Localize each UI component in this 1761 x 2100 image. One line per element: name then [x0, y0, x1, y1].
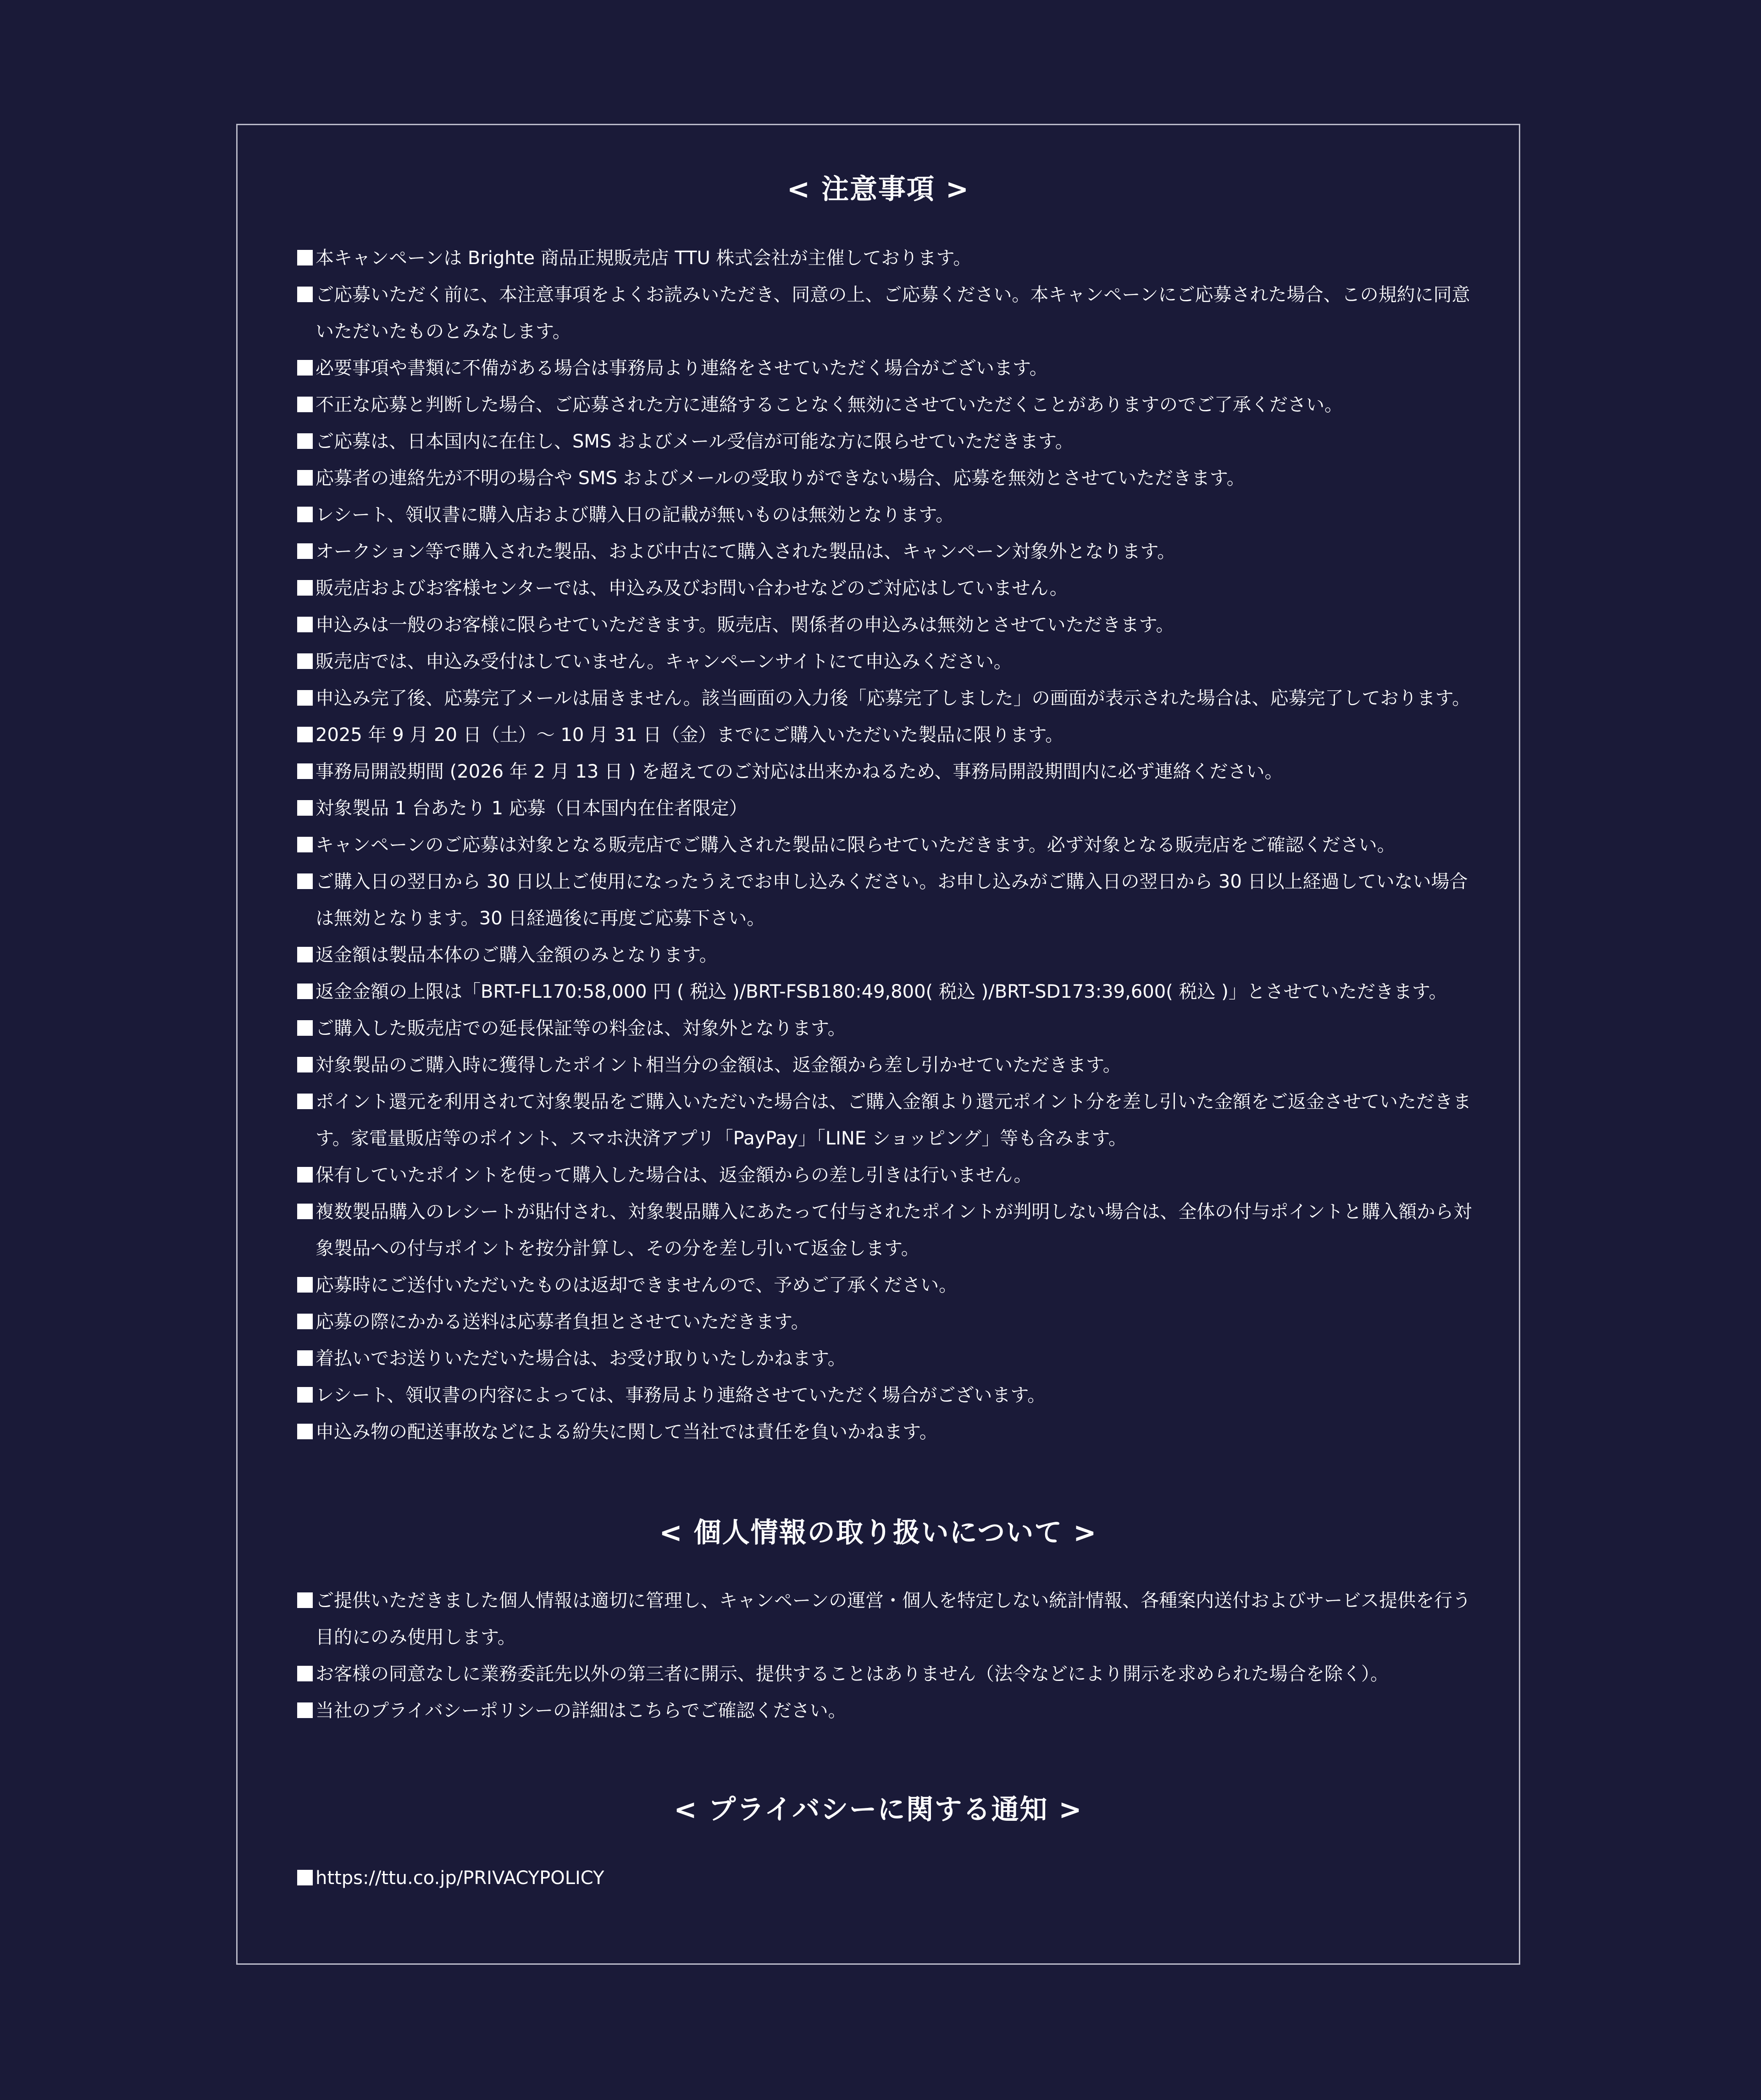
- privacy-notice-list: [297, 1860, 1480, 1896]
- square-bullet-icon: [297, 250, 313, 265]
- list-item-text: 対象製品のご購入時に獲得したポイント相当分の金額は、返金額から差し引かせていただきます。: [316, 1055, 1121, 1076]
- list-item: [297, 643, 1480, 680]
- list-item: [297, 1267, 1480, 1304]
- list-item: [297, 753, 1480, 790]
- list-item: [297, 423, 1480, 460]
- list-item: [297, 1340, 1480, 1377]
- section-title-notes: < 注意事項 >: [786, 173, 970, 205]
- list-item-text: 対象製品 1 台あたり 1 応募（日本国内在住者限定）: [316, 798, 748, 819]
- square-bullet-icon: [297, 360, 313, 376]
- list-item: [297, 240, 1480, 276]
- list-item-text: オークション等で購入された製品、および中古にて購入された製品は、キャンペーン対象外となります。: [316, 541, 1176, 562]
- square-bullet-icon: [297, 433, 313, 449]
- list-item-text: 当社のプライバシーポリシーの詳細はこちらでご確認ください。: [316, 1700, 847, 1721]
- list-item: [297, 497, 1480, 533]
- square-bullet-icon: [297, 507, 313, 522]
- list-item-text: レシート、領収書の内容によっては、事務局より連絡させていただく場合がございます。: [316, 1385, 1046, 1406]
- list-item-text: ご購入日の翌日から 30 日以上ご使用になったうえでお申し込みください。お申し込みがご購入日の翌日から 30 日以上経過していない場合は無効となります。30 日経過後に再度ご応募下さい。: [316, 871, 1468, 929]
- list-item-text: 応募時にご送付いただいたものは返却できませんので、予めご了承ください。: [316, 1275, 958, 1296]
- list-item: [297, 1157, 1480, 1194]
- square-bullet-icon: [297, 1387, 313, 1403]
- square-bullet-icon: [297, 1666, 313, 1681]
- list-item-text: 保有していたポイントを使って購入した場合は、返金額からの差し引きは行いません。: [316, 1165, 1032, 1186]
- list-item: [297, 680, 1480, 717]
- square-bullet-icon: [297, 837, 313, 852]
- square-bullet-icon: [297, 763, 313, 779]
- square-bullet-icon: [297, 1277, 313, 1293]
- list-item-text: 2025 年 9 月 20 日（土）〜 10 月 31 日（金）までにご購入いただいた製品に限ります。: [316, 724, 1064, 746]
- square-bullet-icon: [297, 727, 313, 742]
- list-item: [297, 1083, 1480, 1157]
- list-item: [297, 350, 1480, 387]
- square-bullet-icon: [297, 543, 313, 559]
- list-item: [297, 533, 1480, 570]
- list-item-text: 販売店およびお客様センターでは、申込み及びお問い合わせなどのご対応はしていません。: [316, 578, 1068, 599]
- list-item: [297, 937, 1480, 973]
- square-bullet-icon: [297, 800, 313, 816]
- square-bullet-icon: [297, 470, 313, 486]
- list-item: [297, 460, 1480, 497]
- list-item-text: ご応募いただく前に、本注意事項をよくお読みいただき、同意の上、ご応募ください。本キャンペーンにご応募された場合、この規約に同意いただいたものとみなします。: [316, 284, 1470, 342]
- square-bullet-icon: [297, 1167, 313, 1183]
- list-item: [297, 827, 1480, 863]
- list-item: [297, 387, 1480, 423]
- square-bullet-icon: [297, 617, 313, 632]
- list-item: [297, 1656, 1480, 1692]
- list-item: [297, 607, 1480, 643]
- list-item-text: ご応募は、日本国内に在住し、SMS およびメール受信が可能な方に限らせていただきます。: [316, 431, 1074, 452]
- square-bullet-icon: [297, 947, 313, 962]
- list-item-text: 応募者の連絡先が不明の場合や SMS およびメールの受取りができない場合、応募を無効とさせていただきます。: [316, 468, 1245, 489]
- list-item-text: 必要事項や書類に不備がある場合は事務局より連絡をさせていただく場合がございます。: [316, 358, 1048, 379]
- notes-list: [297, 240, 1480, 1450]
- list-item-text: 返金金額の上限は「BRT-FL170:58,000 円 ( 税込 )/BRT-FSB180:49,800( 税込 )/BRT-SD173:39,600( 税込 )」とさせていただきます。: [316, 981, 1447, 1002]
- list-item: [297, 570, 1480, 607]
- list-item-text: 事務局開設期間 (2026 年 2 月 13 日 ) を超えてのご対応は出来かねるため、事務局開設期間内に必ず連絡ください。: [316, 761, 1283, 782]
- section-title-privacy-notice: < プライバシーに関する通知 >: [674, 1794, 1083, 1826]
- list-item: [297, 863, 1480, 937]
- square-bullet-icon: [297, 984, 313, 999]
- notice-panel: [236, 124, 1520, 1965]
- square-bullet-icon: [297, 1702, 313, 1718]
- list-item: [297, 276, 1480, 350]
- list-item-text: お客様の同意なしに業務委託先以外の第三者に開示、提供することはありません（法令などにより開示を求められた場合を除く）。: [316, 1663, 1389, 1685]
- privacy-policy-link[interactable]: https://ttu.co.jp/PRIVACYPOLICY: [316, 1868, 604, 1889]
- square-bullet-icon: [297, 690, 313, 706]
- personal-info-list: [297, 1582, 1480, 1729]
- list-item-text: ご購入した販売店での延長保証等の料金は、対象外となります。: [316, 1018, 846, 1039]
- square-bullet-icon: [297, 1314, 313, 1329]
- list-item-text: ご提供いただきました個人情報は適切に管理し、キャンペーンの運営・個人を特定しない統計情報、各種案内送付およびサービス提供を行う目的にのみ使用します。: [316, 1590, 1471, 1648]
- square-bullet-icon: [297, 653, 313, 669]
- section-title-personal-info: < 個人情報の取り扱いについて >: [659, 1517, 1097, 1549]
- square-bullet-icon: [297, 873, 313, 889]
- list-item-text: 着払いでお送りいただいた場合は、お受け取りいたしかねます。: [316, 1348, 846, 1369]
- square-bullet-icon: [297, 1870, 313, 1885]
- list-item-text: キャンペーンのご応募は対象となる販売店でご購入された製品に限らせていただきます。必ず対象となる販売店をご確認ください。: [316, 834, 1396, 856]
- list-item: [297, 1582, 1480, 1656]
- list-item: [297, 1377, 1480, 1414]
- privacy-policy-link-item[interactable]: [297, 1860, 1480, 1896]
- square-bullet-icon: [297, 1424, 313, 1439]
- list-item-text: 申込み完了後、応募完了メールは届きません。該当画面の入力後「応募完了しました」の画面が表示された場合は、応募完了しております。: [316, 688, 1471, 709]
- square-bullet-icon: [297, 1020, 313, 1036]
- square-bullet-icon: [297, 287, 313, 302]
- square-bullet-icon: [297, 397, 313, 412]
- list-item: [297, 1047, 1480, 1083]
- square-bullet-icon: [297, 1057, 313, 1072]
- list-item-text: 販売店では、申込み受付はしていません。キャンペーンサイトにて申込みください。: [316, 651, 1012, 672]
- list-item: [297, 1692, 1480, 1729]
- list-item: [297, 1194, 1480, 1267]
- square-bullet-icon: [297, 1592, 313, 1608]
- list-item: [297, 790, 1480, 827]
- list-item-text: 複数製品購入のレシートが貼付され、対象製品購入にあたって付与されたポイントが判明しない場合は、全体の付与ポイントと購入額から対象製品への付与ポイントを按分計算し、その分を差し引いて返金します。: [316, 1201, 1472, 1259]
- list-item-text: ポイント還元を利用されて対象製品をご購入いただいた場合は、ご購入金額より還元ポイント分を差し引いた金額をご返金させていただきます。家電量販店等のポイント、スマホ決済アプリ「PayPay」「LINE ショッピング」等も含みます。: [316, 1091, 1471, 1149]
- square-bullet-icon: [297, 1204, 313, 1219]
- list-item-text: 返金額は製品本体のご購入金額のみとなります。: [316, 945, 718, 966]
- list-item-text: 不正な応募と判断した場合、ご応募された方に連絡することなく無効にさせていただくことがありますのでご了承ください。: [316, 394, 1343, 415]
- list-item: [297, 973, 1480, 1010]
- list-item-text: 申込みは一般のお客様に限らせていただきます。販売店、関係者の申込みは無効とさせていただきます。: [316, 614, 1174, 636]
- list-item-text: 本キャンペーンは Brighte 商品正規販売店 TTU 株式会社が主催しております。: [316, 248, 972, 269]
- list-item-text: レシート、領収書に購入店および購入日の記載が無いものは無効となります。: [316, 504, 954, 525]
- list-item: [297, 1010, 1480, 1047]
- square-bullet-icon: [297, 1350, 313, 1366]
- list-item-text: 応募の際にかかる送料は応募者負担とさせていただきます。: [316, 1311, 809, 1332]
- square-bullet-icon: [297, 580, 313, 596]
- list-item-text: 申込み物の配送事故などによる紛失に関して当社では責任を負いかねます。: [316, 1421, 938, 1442]
- list-item: [297, 717, 1480, 753]
- list-item: [297, 1414, 1480, 1450]
- square-bullet-icon: [297, 1094, 313, 1109]
- list-item: [297, 1304, 1480, 1340]
